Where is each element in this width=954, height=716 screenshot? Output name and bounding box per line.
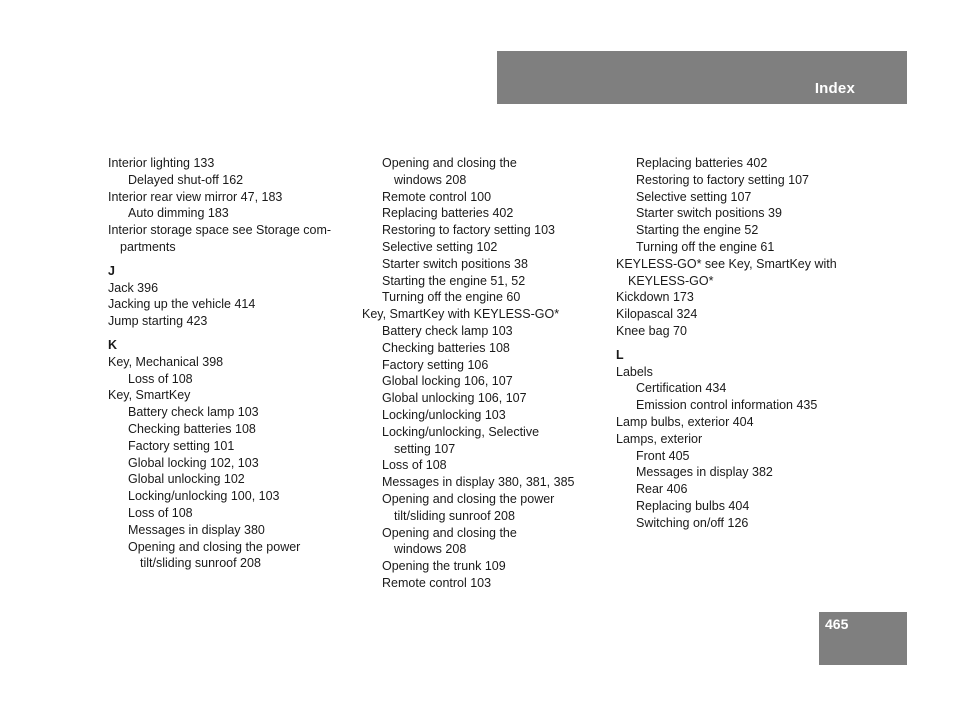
index-subentry: Messages in display 380 <box>128 522 265 537</box>
index-subentry: Front 405 <box>636 448 690 463</box>
index-letter-heading: J <box>108 263 115 278</box>
index-entry: Interior rear view mirror 47, 183 <box>108 189 283 204</box>
index-subentry: Opening and closing the power <box>128 539 301 554</box>
index-subentry: Opening and closing the <box>382 525 517 540</box>
index-subentry: Checking batteries 108 <box>382 340 510 355</box>
page-number-box <box>819 612 907 665</box>
index-subentry: Selective setting 107 <box>636 189 752 204</box>
header-title: Index <box>814 80 855 97</box>
index-subentry: Global unlocking 106, 107 <box>382 391 527 406</box>
index-subentry: tilt/sliding sunroof 208 <box>140 556 261 571</box>
index-entry: KEYLESS-GO* see Key, SmartKey with <box>616 256 837 271</box>
index-subentry: Remote control 100 <box>382 189 492 204</box>
index-subentry: Starter switch positions 38 <box>382 256 528 271</box>
index-column-3 <box>616 155 856 532</box>
page-number: 465 <box>825 616 849 632</box>
index-subentry: Checking batteries 108 <box>128 421 256 436</box>
index-subentry: Auto dimming 183 <box>128 206 229 221</box>
index-entry: Jump starting 423 <box>108 314 208 329</box>
index-subentry: tilt/sliding sunroof 208 <box>394 508 515 523</box>
index-subentry: Starting the engine 52 <box>636 223 759 238</box>
index-subentry: Turning off the engine 61 <box>636 239 775 254</box>
index-entry: Interior lighting 133 <box>108 156 215 170</box>
index-subentry: Locking/unlocking 103 <box>382 407 506 422</box>
index-subentry: windows 208 <box>394 172 467 187</box>
index-subentry: Battery check lamp 103 <box>382 323 513 338</box>
index-subentry: Restoring to factory setting 103 <box>382 223 556 238</box>
index-subentry: Loss of 108 <box>128 371 193 386</box>
header-bar <box>497 51 907 104</box>
index-subentry: Starter switch positions 39 <box>636 206 782 221</box>
index-entry: Kilopascal 324 <box>616 307 698 322</box>
index-entry: Lamp bulbs, exterior 404 <box>616 414 754 429</box>
index-subentry: windows 208 <box>394 542 467 557</box>
index-subentry: Loss of 108 <box>128 505 193 520</box>
index-entry: KEYLESS-GO* <box>628 273 714 288</box>
index-subentry: Remote control 103 <box>382 575 492 590</box>
index-entry: Kickdown 173 <box>616 290 694 305</box>
index-entry: Key, SmartKey with KEYLESS-GO* <box>362 307 560 322</box>
index-entry: Jacking up the vehicle 414 <box>108 297 256 312</box>
index-entry: Labels <box>616 364 653 379</box>
index-subentry: Global locking 102, 103 <box>128 455 259 470</box>
index-subentry: setting 107 <box>394 441 456 456</box>
index-subentry: Battery check lamp 103 <box>128 405 259 420</box>
index-subentry: Opening the trunk 109 <box>382 559 506 574</box>
index-column-2 <box>362 155 602 592</box>
index-letter-heading: K <box>108 337 118 352</box>
index-subentry: Replacing batteries 402 <box>636 156 768 170</box>
index-subentry: Replacing batteries 402 <box>382 206 514 221</box>
index-subentry: Replacing bulbs 404 <box>636 498 750 513</box>
index-letter-heading: L <box>616 347 624 362</box>
index-entry: Key, Mechanical 398 <box>108 354 224 369</box>
index-entry: Interior storage space see Storage com- <box>108 223 332 238</box>
index-entry: Key, SmartKey <box>108 388 191 403</box>
index-subentry: Global locking 106, 107 <box>382 374 513 389</box>
index-subentry: Locking/unlocking, Selective <box>382 424 540 439</box>
index-column-1 <box>108 155 348 572</box>
index-entry: Lamps, exterior <box>616 431 703 446</box>
index-subentry: Delayed shut-off 162 <box>128 172 244 187</box>
index-subentry: Opening and closing the <box>382 156 517 170</box>
index-subentry: Locking/unlocking 100, 103 <box>128 489 280 504</box>
index-subentry: Factory setting 101 <box>128 438 235 453</box>
index-subentry: Opening and closing the power <box>382 491 555 506</box>
index-subentry: Switching on/off 126 <box>636 515 749 530</box>
index-subentry: Certification 434 <box>636 381 727 396</box>
index-subentry: Messages in display 380, 381, 385 <box>382 475 575 490</box>
index-entry: partments <box>120 239 176 254</box>
index-entry: Knee bag 70 <box>616 323 687 338</box>
index-entry: Jack 396 <box>108 280 159 295</box>
index-subentry: Selective setting 102 <box>382 239 498 254</box>
index-subentry: Global unlocking 102 <box>128 472 245 487</box>
index-subentry: Rear 406 <box>636 482 688 497</box>
index-subentry: Emission control information 435 <box>636 398 818 413</box>
index-subentry: Starting the engine 51, 52 <box>382 273 526 288</box>
index-subentry: Factory setting 106 <box>382 357 489 372</box>
index-subentry: Turning off the engine 60 <box>382 290 521 305</box>
index-subentry: Loss of 108 <box>382 458 447 473</box>
index-subentry: Messages in display 382 <box>636 465 773 480</box>
index-subentry: Restoring to factory setting 107 <box>636 172 810 187</box>
